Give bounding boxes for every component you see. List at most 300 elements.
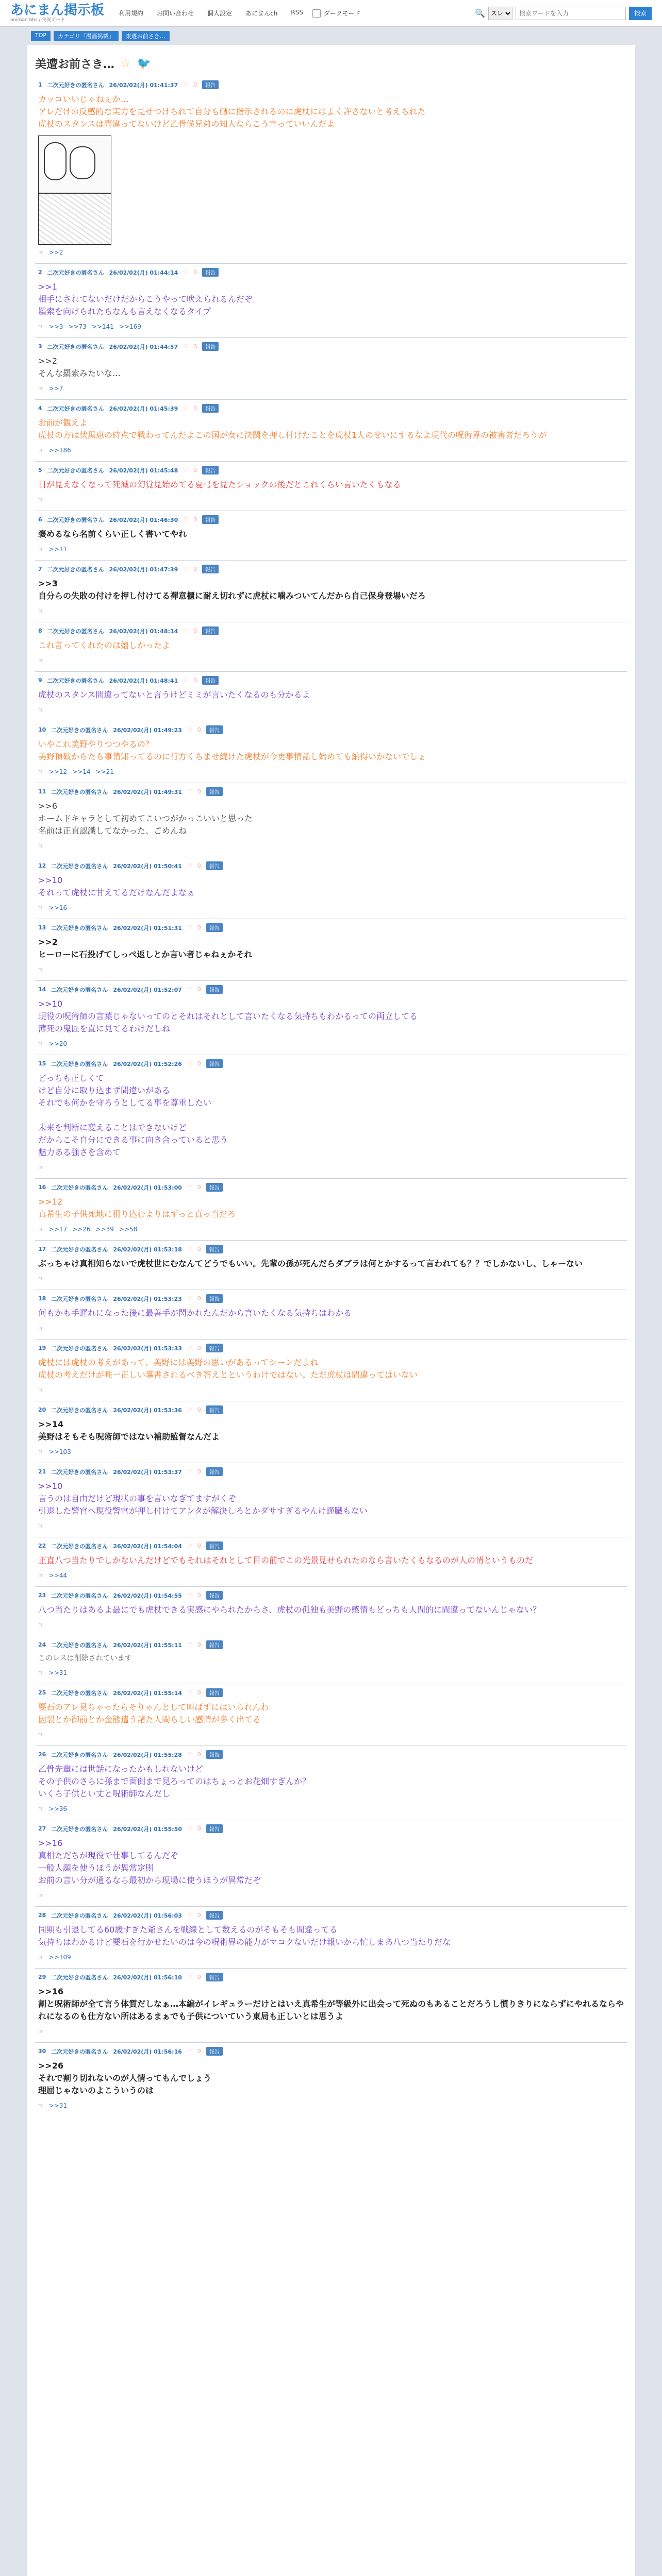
post-number[interactable]: 22: [38, 1543, 46, 1549]
like-icon[interactable]: ♡: [187, 1468, 192, 1475]
like-icon[interactable]: ♡: [183, 628, 189, 634]
report-button[interactable]: 報告: [206, 1467, 223, 1476]
nav-animanch[interactable]: あにまんch: [245, 10, 278, 17]
reply-icon[interactable]: ☞: [38, 1669, 44, 1676]
report-button[interactable]: 報告: [202, 676, 219, 685]
favorite-star-icon[interactable]: ☆: [121, 57, 131, 70]
reply-link[interactable]: >>109: [48, 1954, 71, 1961]
reply-icon[interactable]: ☞: [38, 1805, 44, 1812]
post-number[interactable]: 23: [38, 1592, 46, 1599]
reply-links: [38, 1621, 624, 1633]
post-date: 26/02/02(月) 01:49:23: [113, 726, 182, 734]
like-icon[interactable]: ♡: [187, 1295, 192, 1302]
reply-links: [38, 1572, 624, 1583]
reply-icon[interactable]: ☞: [38, 1572, 44, 1579]
reply-icon[interactable]: ☞: [38, 385, 44, 392]
like-icon[interactable]: ♡: [183, 467, 189, 473]
post-number[interactable]: 5: [38, 467, 42, 473]
report-button[interactable]: 報告: [206, 1591, 223, 1600]
reply-icon[interactable]: ☞: [38, 1621, 44, 1629]
reply-icon[interactable]: ☞: [38, 249, 44, 256]
post: [35, 857, 627, 919]
like-icon[interactable]: ♡: [183, 405, 189, 412]
like-icon[interactable]: ♡: [187, 1184, 192, 1191]
post-number[interactable]: 19: [38, 1345, 46, 1351]
post-header: [38, 404, 624, 413]
post-date: 26/02/02(月) 01:46:30: [109, 516, 178, 523]
reply-link[interactable]: >>103: [48, 1448, 71, 1455]
reply-link[interactable]: >>17: [48, 1226, 68, 1233]
report-button[interactable]: 報告: [202, 80, 219, 89]
post-body: 同期も引退してる60歳すぎた爺さんを戦線として数えるのがそもそも間違ってる 気持ちはわかるけど要石を行かせたいのは今の呪術界の能力がマコクないだけ報いから忙しまあ八つ当たりだな: [38, 1925, 451, 1947]
post-date: 26/02/02(月) 01:56:16: [113, 2048, 182, 2055]
reply-icon[interactable]: ☞: [38, 323, 44, 330]
like-icon[interactable]: ♡: [187, 788, 192, 795]
like-count: 0: [197, 1912, 201, 1919]
post-body: >>2 ヒーローに石投げてしっぺ返しとか言い者じゃねぇかそれ: [38, 937, 253, 959]
like-icon[interactable]: ♡: [187, 1689, 192, 1696]
post-author: 二次元好きの匿名さん: [47, 677, 104, 684]
post: [35, 511, 627, 560]
like-icon[interactable]: ♡: [183, 677, 189, 684]
post-date: 26/02/02(月) 01:53:18: [113, 1246, 182, 1253]
post-author: 二次元好きの匿名さん: [51, 1592, 108, 1599]
post-author: 二次元好きの匿名さん: [47, 81, 104, 89]
reply-links: [38, 1522, 624, 1534]
reply-links: [38, 546, 624, 557]
post-date: 26/02/02(月) 01:47:39: [109, 566, 178, 573]
post-number[interactable]: 4: [38, 405, 42, 412]
post: [35, 1684, 627, 1745]
like-count: 0: [197, 1468, 201, 1475]
like-icon[interactable]: ♡: [187, 1543, 192, 1549]
reply-links: [38, 249, 624, 260]
reply-links: [38, 768, 624, 779]
post: [35, 337, 627, 399]
thread-title-row: [35, 56, 627, 72]
post-author: 二次元好きの匿名さん: [47, 269, 104, 276]
reply-links: [38, 842, 624, 854]
post-image[interactable]: [38, 135, 111, 245]
post-body: 虎杖には虎杖の考えがあって、美野には美野の思いがあるってシーンだよね 虎杖の考えだけが唯一正しい導書されるべき答えとというわけではない。ただ虎杖は間違ってはいない: [38, 1358, 418, 1380]
like-icon[interactable]: ♡: [183, 343, 189, 350]
like-count: 0: [197, 1543, 201, 1549]
post-header: [38, 676, 624, 685]
reply-links: [38, 1731, 624, 1742]
post-number[interactable]: 11: [38, 788, 46, 795]
post-number[interactable]: 9: [38, 677, 42, 684]
reply-icon[interactable]: ☞: [38, 2102, 44, 2109]
report-button[interactable]: 報告: [202, 466, 219, 474]
report-button[interactable]: 報告: [206, 923, 223, 932]
like-icon[interactable]: ♡: [187, 1060, 192, 1067]
report-button[interactable]: 報告: [206, 1183, 223, 1192]
search-button[interactable]: 検索: [629, 7, 652, 20]
post-header: [38, 1294, 624, 1303]
report-button[interactable]: 報告: [206, 1405, 223, 1414]
like-icon[interactable]: ♡: [183, 516, 189, 523]
like-icon[interactable]: ♡: [187, 1825, 192, 1832]
like-count: 0: [197, 862, 201, 869]
like-icon[interactable]: ♡: [187, 2048, 192, 2055]
like-count: 0: [197, 1689, 201, 1696]
report-button[interactable]: 報告: [206, 1245, 223, 1253]
reply-links: [38, 607, 624, 619]
like-icon[interactable]: ♡: [187, 1406, 192, 1413]
post-number[interactable]: 30: [38, 2048, 46, 2055]
post-header: [38, 1405, 624, 1414]
like-count: 0: [197, 1295, 201, 1302]
post-author: 二次元好きの匿名さん: [51, 1689, 108, 1697]
reply-icon[interactable]: ☞: [38, 706, 44, 714]
post-author: 二次元好きの匿名さん: [51, 1974, 108, 1981]
reply-links: [38, 2102, 624, 2113]
post-header: [38, 1688, 624, 1697]
like-icon[interactable]: ♡: [187, 924, 192, 931]
post: [35, 1178, 627, 1240]
reply-icon[interactable]: ☞: [38, 1275, 44, 1282]
reply-icon[interactable]: ☞: [38, 768, 44, 775]
like-icon[interactable]: ♡: [187, 1246, 192, 1252]
like-count: 0: [197, 924, 201, 931]
report-button[interactable]: 報告: [206, 1541, 223, 1550]
reply-link[interactable]: >>58: [119, 1226, 138, 1233]
post-header: [38, 787, 624, 796]
reply-link[interactable]: >>2: [48, 249, 63, 256]
post-date: 26/02/02(月) 01:52:26: [113, 1060, 182, 1067]
post-body: これ言ってくれたのは嬉しかったよ: [38, 640, 171, 650]
post-body: 正直八つ当たりでしかないんだけどでもそれはそれとして目の前でこの光景見せられたのなら言いたくもなるのが人の情というものだ: [38, 1555, 534, 1565]
post: [35, 1339, 627, 1401]
search-icon: 🔍: [475, 8, 485, 18]
reply-icon[interactable]: ☞: [38, 1164, 44, 1171]
post-date: 26/02/02(月) 01:45:39: [109, 405, 178, 412]
post-number[interactable]: 29: [38, 1974, 46, 1980]
post-header: [38, 342, 624, 351]
post-body: 乙骨先輩には世話になったかもしれないけど その子供のさらに孫まで面倒まで見ろってのはちょっとお花畑すぎんか？ いくら子供とい丈と呪術師なんだし: [38, 1764, 311, 1799]
reply-link[interactable]: >>31: [48, 1669, 68, 1676]
post-date: 26/02/02(月) 01:53:36: [113, 1406, 182, 1414]
report-button[interactable]: 報告: [202, 404, 219, 413]
reply-icon[interactable]: ☞: [38, 842, 44, 850]
like-icon[interactable]: ♡: [187, 726, 192, 733]
report-button[interactable]: 報告: [206, 1973, 223, 1981]
reply-links: [38, 1805, 624, 1817]
post-body: どっちも正しくて けど自分に取り込まず間違いがある それでも何かを守ろうとしてる事を尊重したい 未来を判断に変えることはできないけど だからこそ自分にできる事に向き合っていると思う 魅力ある強さを含めて: [38, 1073, 228, 1157]
post-body: いやこれ美野やりつつやるの？ 美野頂破からたら事情知ってるのに行方くらませ続けた虎杖が今更事情話し始めても納得いかないでしょ: [38, 739, 426, 761]
post-author: 二次元好きの匿名さん: [51, 1060, 108, 1067]
post-header: [38, 268, 624, 277]
reply-icon[interactable]: ☞: [38, 1325, 44, 1332]
report-button[interactable]: 報告: [202, 268, 219, 277]
post-number[interactable]: 16: [38, 1184, 46, 1191]
reply-links: [38, 1386, 624, 1398]
report-button[interactable]: 報告: [206, 1750, 223, 1759]
post-header: [38, 626, 624, 635]
post-date: 26/02/02(月) 01:55:11: [113, 1641, 182, 1649]
post: [35, 671, 627, 721]
post-author: 二次元好きの匿名さん: [47, 467, 104, 474]
reply-link[interactable]: >>36: [48, 1805, 68, 1812]
like-icon[interactable]: ♡: [187, 1751, 192, 1758]
post-number[interactable]: 8: [38, 628, 42, 634]
post-header: [38, 923, 624, 932]
reply-icon[interactable]: ☞: [38, 607, 44, 615]
nav-rss[interactable]: RSS: [291, 9, 303, 16]
post: [35, 980, 627, 1055]
post-date: 26/02/02(月) 01:53:37: [113, 1468, 182, 1476]
reply-link[interactable]: >>141: [91, 323, 114, 330]
like-count: 0: [193, 81, 197, 88]
post-number[interactable]: 26: [38, 1751, 46, 1758]
like-icon[interactable]: ♡: [187, 986, 192, 993]
like-count: 0: [197, 1406, 201, 1413]
post-number[interactable]: 3: [38, 343, 42, 350]
reply-link[interactable]: >>31: [48, 2102, 68, 2109]
post-header: [38, 1059, 624, 1068]
like-count: 0: [197, 1592, 201, 1599]
dark-mode-checkbox[interactable]: [312, 9, 321, 18]
reply-icon[interactable]: ☞: [38, 1226, 44, 1233]
like-icon[interactable]: ♡: [187, 1345, 192, 1351]
report-button[interactable]: 報告: [206, 1294, 223, 1303]
nav-terms[interactable]: 利用規約: [119, 10, 144, 17]
post-number[interactable]: 12: [38, 862, 46, 869]
breadcrumb-top[interactable]: TOP: [31, 31, 51, 41]
twitter-share-icon[interactable]: 🐦: [137, 57, 152, 70]
reply-links: [38, 385, 624, 396]
reply-link[interactable]: >>20: [48, 1040, 68, 1047]
post-date: 26/02/02(月) 01:41:37: [109, 81, 178, 89]
post-number[interactable]: 13: [38, 924, 46, 931]
reply-link[interactable]: >>73: [68, 323, 87, 330]
search-bar: [475, 7, 652, 20]
reply-icon[interactable]: ☞: [38, 966, 44, 973]
reply-icon[interactable]: ☞: [38, 2028, 44, 2035]
post-body: >>10 現役の呪術師の言葉じゃないってのとそれはそれとして言いたくなる気持ちもわかるっての両立してる 薄死の鬼匠を直に見てるわけだしね: [38, 999, 418, 1033]
reply-icon[interactable]: ☞: [38, 496, 44, 503]
post-header: [38, 80, 624, 89]
post-number[interactable]: 25: [38, 1689, 46, 1696]
post-number[interactable]: 28: [38, 1912, 46, 1919]
post: [35, 1055, 627, 1178]
like-count: 0: [197, 2048, 201, 2055]
post-number[interactable]: 15: [38, 1060, 46, 1067]
post-number[interactable]: 7: [38, 566, 42, 572]
reply-links: [38, 1164, 624, 1175]
post: [35, 1968, 627, 2042]
reply-icon[interactable]: ☞: [38, 1731, 44, 1738]
post-author: 二次元好きの匿名さん: [51, 2048, 108, 2055]
post-body: このレスは削除されています: [38, 1654, 132, 1663]
reply-link[interactable]: >>11: [48, 546, 68, 553]
like-count: 0: [197, 1246, 201, 1252]
report-button[interactable]: 報告: [206, 725, 223, 734]
nav-settings[interactable]: 個人設定: [207, 10, 233, 17]
like-count: 0: [197, 788, 201, 795]
post-body: お前が観えよ 虎杖の方は伏黒恵の時点で戦わってんだよこの国が女に決闘を押し付けたことを虎杖1人のせいにするなよ現代の呪術界の被害者だろうが: [38, 418, 547, 440]
reply-link[interactable]: >>3: [48, 323, 63, 330]
post-body: >>14 美野はそもそも呪術師ではない補助監督なんだよ: [38, 1419, 220, 1442]
post-date: 26/02/02(月) 01:55:14: [113, 1689, 182, 1697]
report-button[interactable]: 報告: [202, 515, 219, 524]
like-icon[interactable]: ♡: [187, 1592, 192, 1599]
post-body: >>16 割と呪術師が全て言う体質だしなぁ…本編がイレギュラーだけとはいえ真希生が等級外に出会って死ぬのもあることだろうし慣りきりにならずにやれるならやれになるのも仕方ない所はあるまぁでも子供についていう東局も正しいとは思うよ: [38, 1987, 624, 2021]
thread-title: 美遭お前さき…: [35, 58, 115, 71]
post: [35, 76, 627, 263]
post-header: [38, 565, 624, 573]
reply-link[interactable]: >>21: [95, 768, 114, 775]
report-button[interactable]: 報告: [206, 1911, 223, 1920]
report-button[interactable]: 報告: [206, 1824, 223, 1833]
like-icon[interactable]: ♡: [183, 269, 189, 276]
post-number[interactable]: 17: [38, 1246, 46, 1252]
post-author: 二次元好きの匿名さん: [51, 1468, 108, 1476]
post-header: [38, 1911, 624, 1920]
like-icon[interactable]: ♡: [183, 81, 189, 88]
post-author: 二次元好きの匿名さん: [47, 566, 104, 573]
like-count: 0: [193, 628, 197, 634]
reply-icon[interactable]: ☞: [38, 657, 44, 664]
post-number[interactable]: 18: [38, 1295, 46, 1302]
reply-link[interactable]: >>16: [48, 904, 68, 911]
post-author: 二次元好きの匿名さん: [47, 343, 104, 350]
post-header: [38, 985, 624, 994]
like-icon[interactable]: ♡: [187, 1912, 192, 1919]
post-body: ぶっちゃけ真相知らないで虎杖世にむなんてどうでもいい。先輩の孫が死んだらダブラは何とかするって言われても？？でしかないし、しゃーない: [38, 1259, 583, 1268]
report-button[interactable]: 報告: [206, 1344, 223, 1352]
report-button[interactable]: 報告: [206, 787, 223, 796]
reply-icon[interactable]: ☞: [38, 1448, 44, 1455]
post-author: 二次元好きの匿名さん: [51, 924, 108, 931]
post-body: >>1 相手にされてないだけだからこうやって吠えられるんだぞ 羂索を向けられたらなんも言えなくなるタイプ: [38, 282, 253, 316]
post-author: 二次元好きの匿名さん: [51, 1295, 108, 1302]
post-date: 26/02/02(月) 01:55:28: [113, 1751, 182, 1758]
like-icon[interactable]: ♡: [187, 1974, 192, 1980]
post-number[interactable]: 14: [38, 986, 46, 993]
like-icon[interactable]: ♡: [187, 862, 192, 869]
post-body: >>16 真相ただちが現役で仕事してるんだぞ 一般人顔を使うほうが異常定則 お前の言い分が通るなら最初から現場に使うほうが異常だぞ: [38, 1838, 261, 1885]
post-date: 26/02/02(月) 01:51:31: [113, 924, 182, 931]
post-body: 褒めるなら名前くらい正しく書いてやれ: [38, 529, 187, 539]
like-count: 0: [193, 405, 197, 412]
report-button[interactable]: 報告: [206, 1688, 223, 1697]
dark-mode-label: ダークモード: [323, 10, 361, 17]
post-header: [38, 466, 624, 474]
report-button[interactable]: 報告: [206, 985, 223, 994]
reply-link[interactable]: >>26: [72, 1226, 91, 1233]
reply-link[interactable]: >>12: [48, 768, 68, 775]
report-button[interactable]: 報告: [206, 1059, 223, 1068]
like-count: 0: [193, 677, 197, 684]
reply-links: [38, 1669, 624, 1681]
post: [35, 1906, 627, 1968]
post-author: 二次元好きの匿名さん: [51, 1641, 108, 1649]
post: [35, 1636, 627, 1684]
post-author: 二次元好きの匿名さん: [51, 1543, 108, 1550]
report-button[interactable]: 報告: [206, 1640, 223, 1649]
thread-container: [27, 45, 635, 2576]
report-button[interactable]: 報告: [206, 2047, 223, 2056]
post: [35, 1401, 627, 1463]
post-number[interactable]: 21: [38, 1468, 46, 1475]
reply-link[interactable]: >>186: [48, 447, 71, 454]
reply-link[interactable]: >>44: [48, 1572, 68, 1579]
breadcrumb-category[interactable]: カテゴリ「漫画掲載」: [54, 31, 119, 41]
post-number[interactable]: 2: [38, 269, 42, 276]
reply-icon[interactable]: ☞: [38, 1892, 44, 1899]
reply-icon[interactable]: ☞: [38, 1522, 44, 1530]
post-header: [38, 1640, 624, 1649]
post: [35, 560, 627, 622]
report-button[interactable]: 報告: [206, 861, 223, 870]
post: [35, 919, 627, 980]
reply-link[interactable]: >>169: [119, 323, 141, 330]
like-count: 0: [193, 269, 197, 276]
reply-icon[interactable]: ☞: [38, 904, 44, 911]
like-count: 0: [197, 1641, 201, 1648]
reply-links: [38, 2028, 624, 2039]
post-number[interactable]: 10: [38, 726, 46, 733]
reply-links: [38, 1040, 624, 1052]
reply-link[interactable]: >>7: [48, 385, 63, 392]
site-logo[interactable]: [10, 4, 104, 23]
post-number[interactable]: 1: [38, 81, 42, 88]
reply-links: [38, 1448, 624, 1460]
reply-icon[interactable]: ☞: [38, 1386, 44, 1394]
post-date: 26/02/02(月) 01:48:14: [109, 628, 178, 635]
dark-mode-toggle[interactable]: [312, 9, 361, 18]
post-number[interactable]: 24: [38, 1641, 46, 1648]
post: [35, 1240, 627, 1290]
post-number[interactable]: 20: [38, 1406, 46, 1413]
post-date: 26/02/02(月) 01:56:03: [113, 1912, 182, 1919]
report-button[interactable]: 報告: [202, 626, 219, 635]
reply-icon[interactable]: ☞: [38, 1954, 44, 1961]
reply-links: [38, 657, 624, 668]
reply-link[interactable]: >>39: [95, 1226, 114, 1233]
search-scope-select[interactable]: [488, 7, 512, 20]
post-date: 26/02/02(月) 01:48:41: [109, 677, 178, 684]
reply-link[interactable]: >>14: [72, 768, 91, 775]
like-icon[interactable]: ♡: [187, 1641, 192, 1648]
reply-icon[interactable]: ☞: [38, 447, 44, 454]
reply-links: [38, 1275, 624, 1286]
post-date: 26/02/02(月) 01:53:23: [113, 1295, 182, 1302]
search-input[interactable]: [516, 7, 626, 20]
reply-icon[interactable]: ☞: [38, 546, 44, 553]
post-date: 26/02/02(月) 01:53:00: [113, 1184, 182, 1191]
like-count: 0: [197, 1184, 201, 1191]
like-icon[interactable]: ♡: [183, 566, 189, 572]
post-number[interactable]: 27: [38, 1825, 46, 1832]
reply-links: [38, 323, 624, 334]
post-body: >>6 ホームドキャラとして初めてこいつがかっこいいと思った 名前は正直認識してなかった、ごめんね: [38, 801, 253, 836]
post-author: 二次元好きの匿名さん: [47, 405, 104, 412]
reply-icon[interactable]: ☞: [38, 1040, 44, 1047]
nav-contact[interactable]: お問い合わせ: [157, 10, 194, 17]
post-number[interactable]: 6: [38, 516, 42, 523]
report-button[interactable]: 報告: [202, 342, 219, 351]
breadcrumb-thread[interactable]: 東遷お前さき…: [122, 31, 170, 41]
breadcrumb: [0, 27, 662, 45]
report-button[interactable]: 報告: [202, 565, 219, 573]
post-body: >>2 そんな羂索みたいな…: [38, 356, 121, 378]
post-author: 二次元好きの匿名さん: [51, 1246, 108, 1253]
reply-links: [38, 1325, 624, 1336]
post-header: [38, 515, 624, 524]
post-header: [38, 1541, 624, 1550]
